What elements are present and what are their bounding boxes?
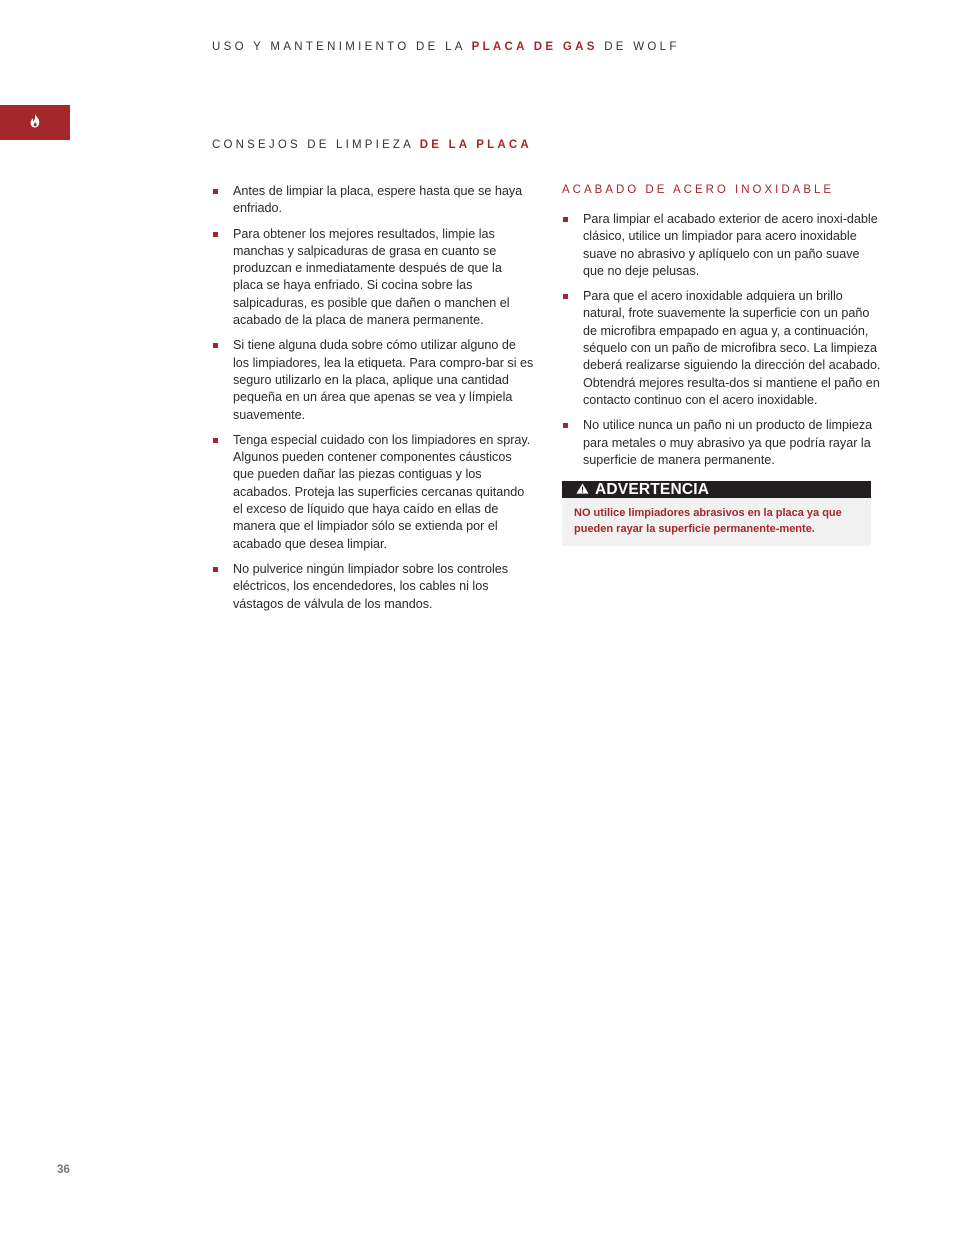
list-item — [212, 226, 534, 330]
header-suffix: DE WOLF — [597, 41, 680, 53]
list-item-text: Antes de limpiar la placa, espere hasta que se haya enfriado. — [233, 184, 523, 216]
warning-label: ADVERTENCIA — [595, 480, 710, 498]
section-prefix: CONSEJOS DE LIMPIEZA — [212, 139, 420, 151]
bullet-square-icon — [213, 343, 218, 348]
list-item-text: Para que el acero inoxidable adquiera un brillo natural, frote suavemente la superficie con un paño de microfibra empapado en agua y, a continuación, séquelo con un paño de microfibra seco. La limpieza deberá realizarse siguiendo la dirección del acabado. Obtendrá mejores resulta-dos si mantiene el paño en contacto continuo con el acero inoxidable. — [583, 289, 881, 407]
list-item — [562, 211, 884, 280]
list-item — [562, 288, 884, 409]
list-item — [562, 417, 884, 469]
page-number: 36 — [57, 1164, 70, 1176]
list-item — [212, 561, 534, 613]
warning-text: NO utilice limpiadores abrasivos en la placa ya que pueden rayar la superficie permanente-mente. — [574, 507, 842, 535]
list-item — [212, 183, 534, 218]
list-item-text: Tenga especial cuidado con los limpiadores en spray. Algunos pueden contener componentes cáusticos que pueden dañar las piezas contiguas y los acabados. Proteja las superficies cercanas quitando el exceso de líquido que haya caído en ellas de manera que el limpiador sólo se extienda por el acabado que desea limpiar. — [233, 432, 531, 551]
list-item — [212, 432, 534, 553]
bullet-square-icon — [563, 423, 568, 428]
bullet-square-icon — [563, 294, 568, 299]
header-prefix: USO Y MANTENIMIENTO DE LA — [212, 41, 472, 53]
running-header — [212, 41, 680, 53]
section-tab — [0, 105, 70, 140]
bullet-square-icon — [563, 217, 568, 222]
section-highlight: DE LA PLACA — [419, 139, 532, 151]
left-column — [212, 183, 534, 621]
flame-icon — [29, 113, 41, 133]
list-item — [212, 337, 534, 423]
bullet-square-icon — [213, 438, 218, 443]
section-title — [212, 139, 532, 151]
list-item-text: Para obtener los mejores resultados, limpie las manchas y salpicaduras de grasa en cuanto se produzcan e inmediatamente después de que la placa se haya enfriado. Si cocina sobre las salpicaduras, es posible que dañen o manchen el acabado de la placa de manera permanente. — [233, 226, 510, 328]
list-item-text: Si tiene alguna duda sobre cómo utilizar alguno de los limpiadores, lea la etiqueta. Para compro-bar si es seguro utilizarlo en la placa, aplique una cantidad pequeña en un área que apenas se vea y límpiela suavemente. — [233, 338, 534, 422]
stainless-list — [562, 211, 884, 469]
stainless-title: ACABADO DE ACERO INOXIDABLE — [562, 184, 835, 196]
bullet-square-icon — [213, 232, 218, 237]
warning-triangle-icon — [576, 481, 595, 499]
list-item-text: No utilice nunca un paño ni un producto de limpieza para metales o muy abrasivo ya que podría rayar la superficie de manera permanente. — [583, 418, 873, 467]
bullet-square-icon — [213, 567, 218, 572]
header-highlight: PLACA DE GAS — [471, 41, 598, 53]
list-item-text: Para limpiar el acabado exterior de acero inoxi-dable clásico, utilice un limpiador para acero inoxidable suave no abrasivo y aplíquelo con un paño suave que no deje pelusas. — [583, 212, 878, 278]
bullet-square-icon — [213, 189, 218, 194]
right-column — [562, 183, 884, 546]
warning-box — [562, 481, 871, 546]
list-item-text: No pulverice ningún limpiador sobre los controles eléctricos, los encendedores, los cables ni los vástagos de válvula de los mandos. — [233, 561, 509, 611]
cleaning-tips-list — [212, 183, 534, 613]
warning-bar — [562, 481, 871, 498]
